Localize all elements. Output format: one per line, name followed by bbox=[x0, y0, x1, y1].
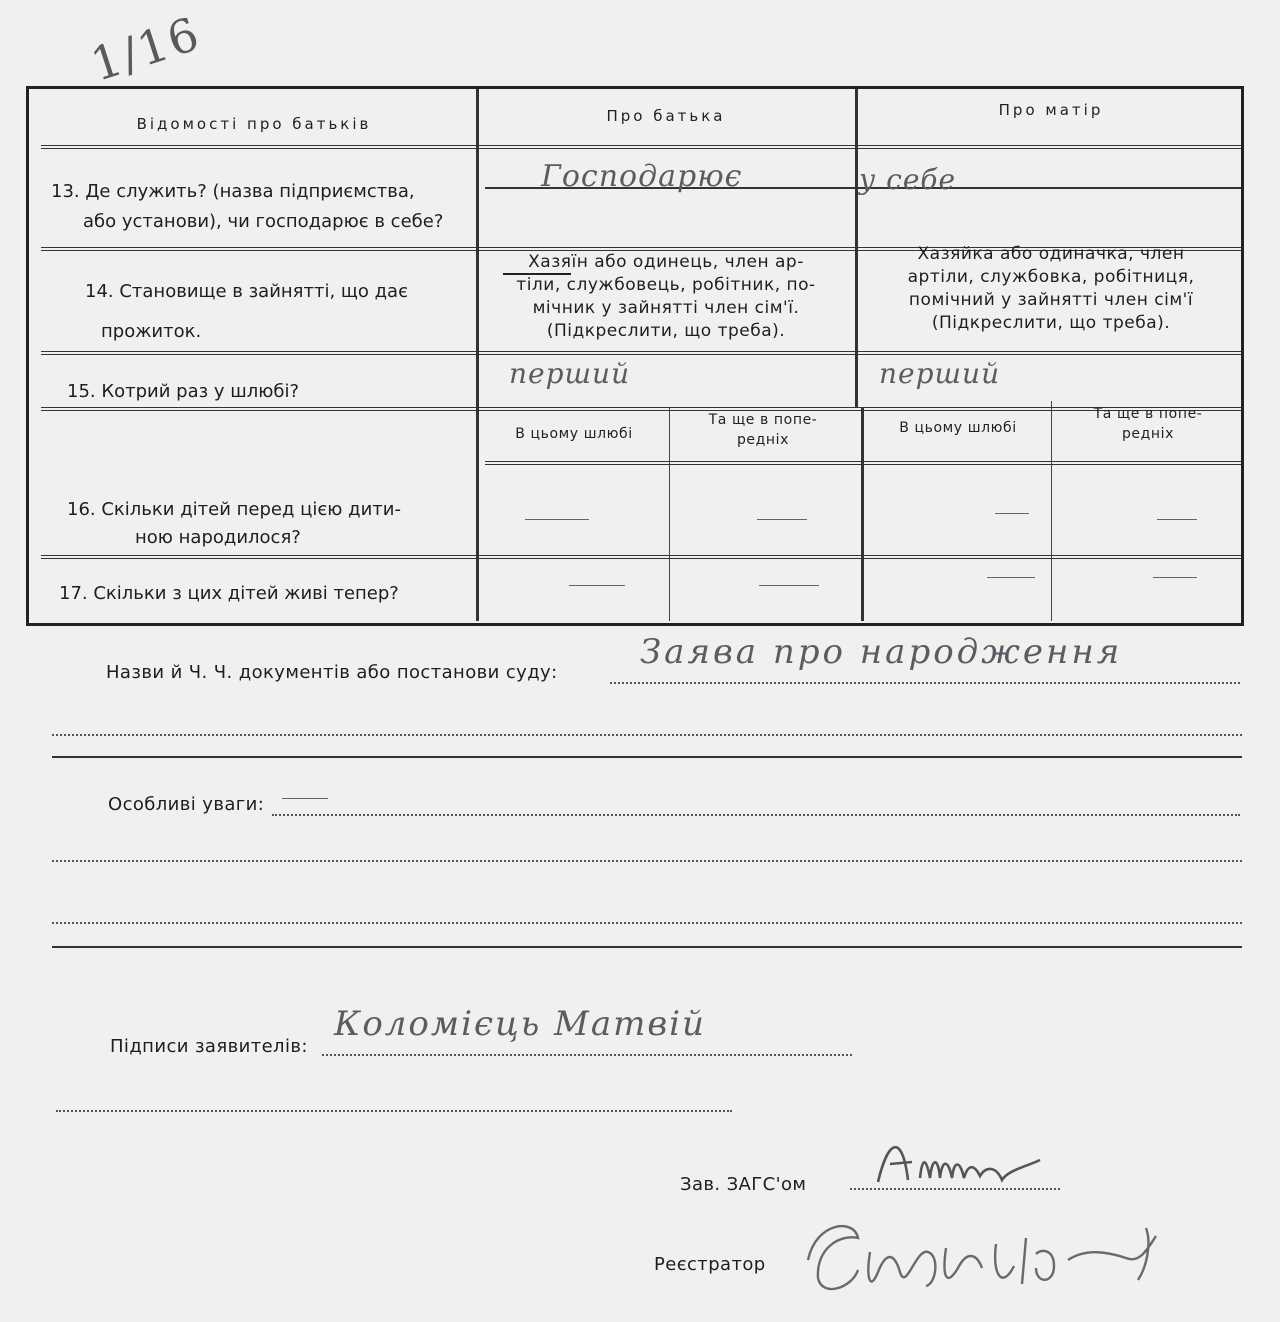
q16-line2: ною народилося? bbox=[135, 527, 301, 548]
q16-sub-prev-mother-l1: Та ще в попе- bbox=[1093, 406, 1203, 422]
q14-father-line1: Хазяїн або одинець, член ар- bbox=[528, 252, 804, 272]
q16-bottom-line bbox=[41, 555, 1241, 559]
q16-sub-prev-father-l1: Та ще в попе- bbox=[708, 412, 818, 428]
q16-sub-prev-father-l2: редніх bbox=[736, 432, 790, 448]
documents-line-2 bbox=[52, 734, 1242, 736]
registrar-label: Реєстратор bbox=[654, 1254, 766, 1275]
q16-sub-this-mother: В цьому шлюбі bbox=[899, 420, 1017, 436]
q14-bottom-line bbox=[41, 351, 1241, 355]
parents-info-table bbox=[26, 86, 1244, 626]
applicants-label: Підписи заявителів: bbox=[110, 1036, 308, 1057]
notes-line-1 bbox=[272, 814, 1240, 816]
page-number: 1/16 bbox=[84, 6, 207, 92]
q17-father-prev-dash bbox=[759, 585, 819, 586]
head-signature-line bbox=[850, 1188, 1060, 1190]
q14-father-line2: тіли, службовець, робітник, по- bbox=[516, 275, 816, 295]
q16-father-prev-dash bbox=[757, 519, 807, 520]
header-bottom-line bbox=[41, 145, 1241, 149]
q16-sub-this-father: В цьому шлюбі bbox=[515, 426, 633, 442]
q14-mother-line4: (Підкреслити, що треба). bbox=[931, 313, 1171, 333]
q16-line1: 16. Скільки дітей перед цією дити- bbox=[67, 499, 401, 520]
q13-father-answer: Господарює bbox=[541, 159, 743, 194]
header-mother: Про матір bbox=[998, 101, 1104, 119]
notes-dash bbox=[282, 798, 328, 799]
q17-mother-this-dash bbox=[987, 577, 1035, 578]
q14-line2: прожиток. bbox=[101, 321, 202, 342]
column-divider-1 bbox=[476, 89, 479, 621]
documents-separator bbox=[52, 756, 1242, 758]
notes-line-3 bbox=[52, 922, 1242, 924]
documents-label: Назви й Ч. Ч. документів або постанови суду: bbox=[106, 662, 558, 683]
q15-father-answer: перший bbox=[509, 357, 631, 390]
applicants-line-1 bbox=[322, 1054, 852, 1056]
q14-mother-line3: помічний у зайнятті член сім'ї bbox=[908, 290, 1194, 310]
documents-line-1 bbox=[610, 682, 1240, 684]
notes-separator bbox=[52, 946, 1242, 948]
underline-mark bbox=[503, 273, 571, 275]
q13-line1: 13. Де служить? (назва підприємства, bbox=[51, 181, 415, 202]
q17-father-this-dash bbox=[569, 585, 625, 586]
q14-father-line3: мічник у зайнятті член сім'ї. bbox=[532, 298, 800, 318]
notes-line-2 bbox=[52, 860, 1242, 862]
q16-sub-prev-mother-l2: редніх bbox=[1121, 426, 1175, 442]
q16-mother-this-dash bbox=[995, 513, 1029, 514]
header-father: Про батька bbox=[606, 107, 726, 125]
notes-label: Особливі уваги: bbox=[108, 794, 265, 815]
q14-mother-line2: артіли, службовка, робітниця, bbox=[907, 267, 1195, 287]
registrar-signature bbox=[796, 1208, 1186, 1308]
sub-divider-mother bbox=[1051, 401, 1052, 621]
head-label: Зав. ЗАГС'ом bbox=[680, 1174, 807, 1195]
q16-subheader-line bbox=[485, 461, 1241, 465]
q17-mother-prev-dash bbox=[1153, 577, 1197, 578]
header-info: Відомості про батьків bbox=[136, 115, 372, 133]
q17-label: 17. Скільки з цих дітей живі тепер? bbox=[59, 583, 399, 604]
q16-mother-prev-dash bbox=[1157, 519, 1197, 520]
q14-line1: 14. Становище в зайнятті, що дає bbox=[85, 281, 408, 302]
q16-father-this-dash bbox=[525, 519, 589, 520]
applicants-signature: Коломієць Матвій bbox=[334, 1004, 706, 1044]
documents-answer: Заява про народження bbox=[640, 632, 1123, 672]
q14-mother-line1: Хазяйка або одиначка, член bbox=[917, 244, 1185, 264]
q15-label: 15. Котрий раз у шлюбі? bbox=[67, 381, 300, 402]
q14-father-line4: (Підкреслити, що треба). bbox=[546, 321, 786, 341]
q15-mother-answer: перший bbox=[879, 357, 1001, 390]
column-divider-2b bbox=[861, 407, 864, 621]
q13-line2: або установи), чи господарює в себе? bbox=[83, 211, 444, 232]
sub-divider-father bbox=[669, 407, 670, 621]
applicants-line-2 bbox=[56, 1110, 732, 1112]
q13-mother-answer: у себе bbox=[859, 163, 957, 196]
